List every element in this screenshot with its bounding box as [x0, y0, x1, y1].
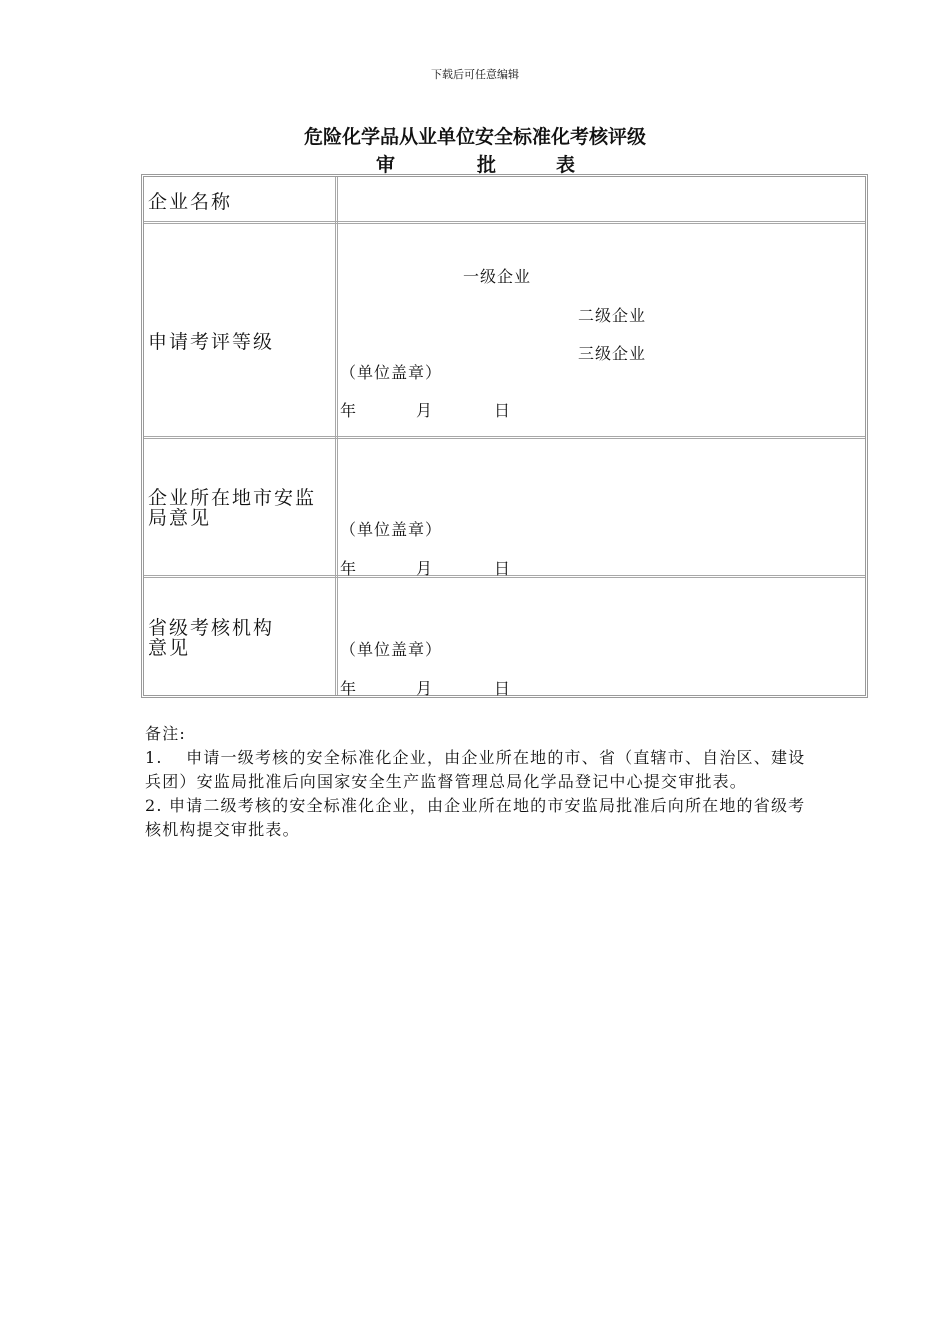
notes-section [145, 722, 807, 842]
notes-item-1: 1. 申请一级考核的安全标准化企业，由企业所在地的市、省（直辖市、自治区、建设兵团）安监局批准后向国家安全生产监督管理总局化学品登记中心提交审批表。 [145, 748, 806, 791]
company-name-label: 企业名称 [148, 191, 233, 213]
year-row3: 年 [340, 559, 358, 578]
provincial-opinion-label-1: 省级考核机构 [148, 617, 275, 639]
subtitle-char-1: 审 [376, 154, 396, 176]
seal-text-row2: （单位盖章） [340, 363, 443, 382]
year-row2: 年 [340, 401, 358, 420]
approval-form-table [141, 174, 868, 698]
year-row4: 年 [340, 679, 358, 698]
provincial-opinion-label-2: 意见 [148, 637, 191, 659]
seal-text-row3: （单位盖章） [340, 520, 443, 539]
company-name-field[interactable] [340, 179, 862, 219]
grade-option-1[interactable]: 一级企业 [463, 267, 532, 286]
subtitle-char-3: 表 [556, 154, 576, 176]
notes-item-2: 2. 申请二级考核的安全标准化企业，由企业所在地的市安监局批准后向所在地的省级考核机构提交审批表。 [145, 796, 806, 839]
header-note: 下载后可任意编辑 [431, 68, 519, 81]
notes-heading: 备注: [145, 724, 186, 743]
month-row4: 月 [416, 679, 434, 698]
month-row3: 月 [416, 559, 434, 578]
grade-option-2[interactable]: 二级企业 [578, 306, 647, 325]
grade-option-3[interactable]: 三级企业 [578, 344, 647, 363]
day-row2: 日 [494, 401, 512, 420]
apply-grade-label: 申请考评等级 [148, 331, 275, 353]
subtitle-char-2: 批 [477, 154, 497, 176]
day-row3: 日 [494, 559, 512, 578]
row-divider-2 [144, 436, 865, 439]
document-title: 危险化学品从业单位安全标准化考核评级 [303, 126, 646, 148]
city-bureau-opinion-label-1: 企业所在地市安监 [148, 487, 317, 509]
month-row2: 月 [416, 401, 434, 420]
document-subtitle [0, 150, 950, 174]
day-row4: 日 [494, 679, 512, 698]
row-divider-1 [144, 221, 865, 224]
seal-text-row4: （单位盖章） [340, 640, 443, 659]
city-bureau-opinion-label-2: 局意见 [148, 507, 212, 529]
